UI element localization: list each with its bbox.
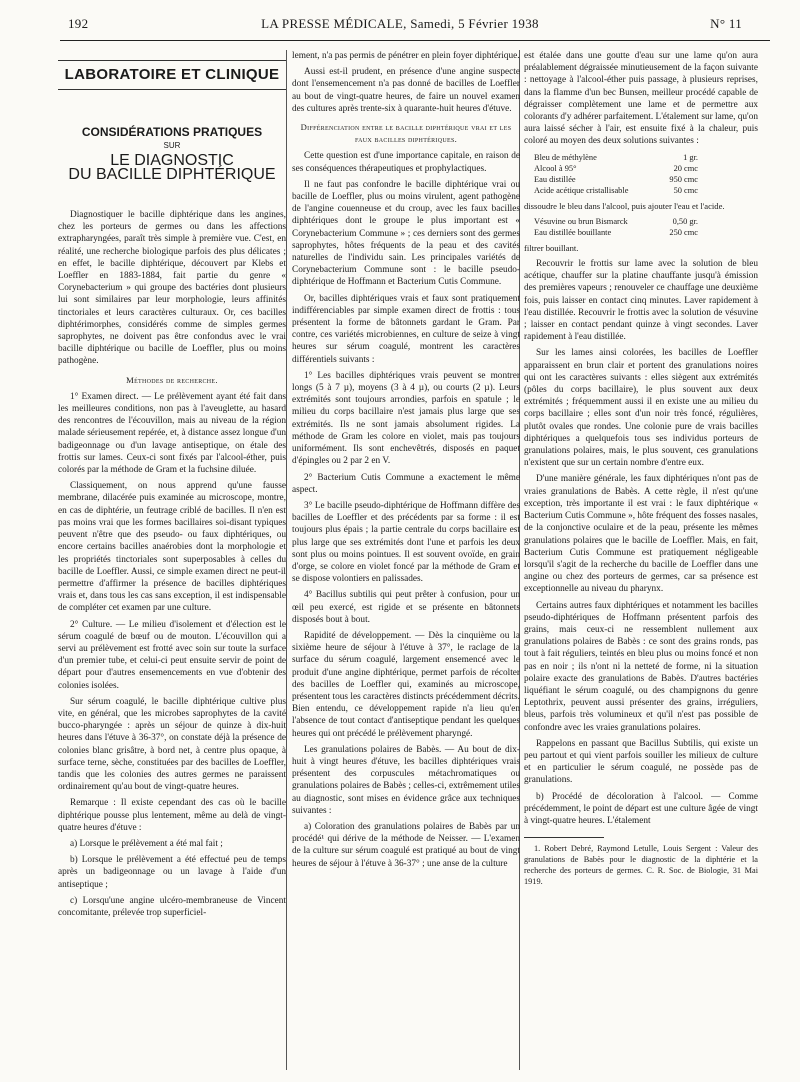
article-title-line2: LE DIAGNOSTIC (110, 151, 234, 169)
paragraph: b) Lorsque le prélèvement a été effectué peu de temps après un badigeonnage ou un lavage à l'aide d'un antiseptique ; (58, 855, 286, 890)
paragraph: Il ne faut pas confondre le bacille diphtérique vrai ou bacille de Loeffler, plus ou moins virulent, agent pathogène de l'angine couenneuse et du croup, avec les faux bacilles diphtériques dont le groupe le plus important est « Corynebacterium Commune » ; ces derniers sont des germes saprophytes, hôtes fréquents de la peau et des cavités naturelles de l'individu sain. Les principales variétés de Corynebacterium Commune sont : le bacille pseudo-diphtérique de Hoffmann et Bacterium Cutis Commune. (292, 179, 520, 288)
issue-date: Samedi, 5 Février 1938 (410, 16, 539, 31)
paragraph: 1° Examen direct. — Le prélèvement ayant été fait dans les meilleures conditions, non pas à l'aveuglette, au hasard des rencontres de l'écouvillon, mais au niveau de la région malade sérieusement repérée, et, à distance assez longue d'un badigeonnage ou d'un lavage antiseptique, on étale des frottis sur lames. Ceux-ci sont fixés par l'alcool-éther, puis colorés par la méthode de Gram et la fuchsine diluée. (58, 391, 286, 476)
column-3-bottom (524, 258, 758, 827)
section-rule (58, 60, 286, 61)
paragraph: Classiquement, on nous apprend qu'une fausse membrane, dilacérée puis examinée au microscope, montre, en cas de diphtérie, un feutrage criblé de bacilles. Il n'en est pas moins vrai que les formes bacillaires soi-disant typiques peuvent n'être que des pseudo- ou faux diphtériques, ou encore certains bacilles anaérobies dont la morphologie et les propriétés tinctoriales sont superposables à celles du bacille de Loeffler. Aussi, ce simple examen direct ne peut-il permettre d'affirmer la présence de bacilles diphtériques vrais et, dans tous les cas sans exception, il est indispensable de compléter cet examen par une culture. (58, 481, 286, 614)
article-title-sur: SUR (163, 141, 181, 151)
paragraph: Sur sérum coagulé, le bacille diphtérique cultive plus vite, en général, que les microbes saprophytes de la cavité bucco-pharyngée : après un séjour de quinze à dix-huit heures dans l'étuve à 36-37°, on constate déjà la présence de colonies blanc grisâtre, à bord net, à centre plus opaque, à surface terne, sèche, constituées par des bacilles de Loeffler, tandis que les colonies des autres germes ne paraissent ordinairement qu'au bout de vingt-quatre heures. (58, 696, 286, 793)
journal-name: LA PRESSE MÉDICALE, (261, 16, 407, 31)
paragraph: D'une manière générale, les faux diphtériques n'ont pas de vraies granulations de Babès. A cette règle, il n'est qu'une exception, très importante il est vrai : le faux diphtérique « Bacterium Cutis Commune », hôte fréquent des fosses nasales, de la conjonctive oculaire et de la peau, présente les mêmes granulations polaires que le bacille de Loeffler. Mais, en fait, Bacterium Cutis Commune est pratiquement négligeable lorsqu'il s'agit de la recherche du bacille de Loeffler dans une angine ou chez des porteurs de germes, car sa présence est exceptionnelle au niveau du pharynx. (524, 474, 758, 595)
paragraph: Or, bacilles diphtériques vrais et faux sont pratiquement indifférenciables par simple examen direct de frottis : tous présentent la forme de bâtonnets gardant le Gram. Par contre, ces variétés microbiennes, en culture de seize à vingt heures sur sérum coagulé, montrent les caractères différentiels suivants : (292, 293, 520, 365)
paragraph: 1° Les bacilles diphtériques vrais peuvent se montrer longs (5 à 7 µ), moyens (3 à 4 µ), ou courts (2 µ). Leurs extrémités sont toujours arrondies, parfois en spatule ; le milieu du corps bacillaire n'est jamais plus large que ses extrémités. Ils ne sont jamais absolument rigides. La méthode de Gram les colore en violet, mais pas toujours uniformément. Ils sont enchevêtrés, disposés en paquet d'épingles ou 2 par 2 en V. (292, 370, 520, 467)
formula-row (534, 216, 758, 227)
formula-quantity: 950 cmc (669, 174, 698, 184)
issue-number: N° 11 (710, 16, 742, 31)
paragraph: Rapidité de développement. — Dès la cinquième ou la sixième heure de séjour à l'étuve à 37°, le raclage de la surface du sérum coagulé, largement ensemencé avec le produit d'une angine diphtérique, permet parfois de récolter des bacilles de Loeffler qui, examinés au microscope, présentent tous les caractères distincts précédemment décrits. Bien entendu, ce développement rapide n'a lieu qu'en l'absence de tout contact d'antiseptique pendant les quelques heures qui ont précédé le prélèvement pharyngé. (292, 630, 520, 739)
formula-quantity: 0,50 gr. (672, 216, 698, 226)
subsection-heading: Différenciation entre le bacille diphtérique vrai et les faux bacilles diphtériques. (300, 122, 512, 145)
paragraph: Certains autres faux diphtériques et notamment les bacilles pseudo-diphtériques de Hoffmann présentent parfois des grains, mais ceux-ci ne ressemblent nullement aux granulations polaires de Babès : ce sont des grains ronds, pas tout à fait réguliers, teintés en bleu plus ou moins foncé et non pas en noir ; ils n'ont ni la netteté de forme, ni la situation polaire exacte des granulations de Babès. D'autres bactéries liquéfiant le sérum coagulé, ou des champignons du genre Leptothrix, peuvent aussi présenter des grains, irréguliers, bleus, parfois très volumineux et qu'il n'est pas possible de confondre avec les vraies granulations polaires. (524, 600, 758, 733)
column-1 (58, 50, 286, 923)
paragraph: Cette question est d'une importance capitale, en raison de ses conséquences thérapeutiques et prophylactiques. (292, 151, 520, 174)
section-rule (58, 89, 286, 90)
formula-quantity: 50 cmc (673, 185, 698, 195)
column-divider (286, 50, 287, 1070)
formula-ingredient: Eau distillée bouillante (534, 227, 612, 237)
paragraph: Les granulations polaires de Babès. — Au bout de dix-huit à vingt heures d'étuve, les bacilles diphtériques vrais présentent des corpuscules métachromatiques ou granulations polaires de Babès ; celles-ci, extrêmement utiles au diagnostic, sont mises en évidence grâce aux techniques suivantes : (292, 744, 520, 816)
paragraph: a) Coloration des granulations polaires de Babès par un procédé¹ qui dérive de la méthode de Neisser. — L'examen de la culture sur sérum coagulé est pratiqué au bout de vingt heures de séjour à l'étuve à 36-37° ; une anse de la culture (292, 821, 520, 869)
paragraph: lement, n'a pas permis de pénétrer en plein foyer diphtérique. (292, 51, 520, 61)
paragraph: Sur les lames ainsi colorées, les bacilles de Loeffler apparaissent en brun clair et portent des granulations noires qui ont les caractères suivants : elles siègent aux extrémités (pôles du corps bacillaire), le plus souvent aux deux extrémités ; fréquemment aussi il en existe une au milieu du corps bacillaire ; elles sont d'un noir très foncé, régulières, plutôt ovales que rondes. Une colonie pure de vrais bacilles diphtériques a quelquefois tous ses individus porteurs de granulations polaires, mais, le plus souvent, ces granulations n'existent que sur un certain nombre d'entre eux. (524, 348, 758, 469)
column-3-top (524, 50, 758, 148)
header-rule (60, 40, 770, 41)
page-header (30, 16, 770, 36)
staining-formula-2 (534, 216, 758, 238)
footnote: 1. Robert Debré, Raymond Letulle, Louis Sergent : Valeur des granulations de Babès pour le diagnostic de la diphtérie et la recherche des porteurs de germes. C. R. Soc. de Biologie, 31 Mai 1919. (524, 844, 758, 887)
formula-note: dissoudre le bleu dans l'alcool, puis ajouter l'eau et l'acide. (524, 200, 725, 211)
column-2-body (292, 50, 520, 870)
paragraph: 4° Bacillus subtilis qui peut prêter à confusion, pour un œil peu exercé, est rigide et se présente en bâtonnets disposés bout à bout. (292, 590, 520, 625)
paragraph: c) Lorsqu'une angine ulcéro-membraneuse de Vincent concomitante, prélevée trop superficiel- (58, 895, 286, 918)
subsection-heading: Méthodes de recherche. (126, 374, 218, 385)
page-number: 192 (68, 16, 89, 31)
formula-quantity: 1 gr. (683, 152, 698, 162)
formula-row (534, 227, 758, 238)
formula-ingredient: Bleu de méthylène (534, 152, 597, 162)
paragraph: b) Procédé de décoloration à l'alcool. — Comme précédemment, le point de départ est une culture âgée de vingt à vingt-quatre heures. L'étalement (524, 791, 758, 826)
paragraph: Remarque : Il existe cependant des cas où le bacille diphtérique pousse plus lentement, même au delà de vingt-quatre heures d'étuve : (58, 798, 286, 833)
article-title-line1: CONSIDÉRATIONS PRATIQUES (81, 125, 263, 140)
formula-ingredient: Eau distillée (534, 174, 576, 184)
paragraph: Diagnostiquer le bacille diphtérique dans les angines, chez les porteurs de germes ou dans les affections extrapharyngées, paraît très simple à première vue. C'est, en réalité, une recherche biologique parfois des plus délicates ; en effet, le bacille diphtérique, découvert par Klebs et Loeffler en 1883-1884, fait partie du genre « Corynebacterium » qui groupe des bactéries dont plusieurs lui sont similaires par leur morphologie, leurs affinités tinctoriales et leurs caractères culturaux. Or, ces bacilles diphtérimorphes, considérés comme de simples germes saprophytes, ne doivent pas être confondus avec le vrai bacille diphtérique ou bacille de Loeffler, plus ou moins pathogène. (58, 210, 286, 367)
formula-row (534, 163, 758, 174)
paragraph: a) Lorsque le prélèvement a été mal fait ; (70, 838, 223, 849)
formula-quantity: 20 cmc (673, 163, 698, 173)
paragraph: Aussi est-il prudent, en présence d'une angine suspecte dont l'ensemencement n'a pas donné de bacilles de Loeffler au bout de vingt-quatre heures, de faire un nouvel examen des cultures après trente-six à quarante-huit heures d'étuve. (292, 67, 520, 114)
formula-row (534, 185, 758, 196)
formula-note-2: filtrer bouillant. (524, 242, 579, 253)
staining-formula-1 (534, 152, 758, 196)
formula-row (534, 152, 758, 163)
paragraph: 2° Bacterium Cutis Commune a exactement le même aspect. (292, 472, 520, 495)
formula-row (534, 174, 758, 185)
article-title-line3: DU BACILLE DIPHTÉRIQUE (68, 165, 276, 183)
section-title: LABORATOIRE ET CLINIQUE (64, 66, 280, 83)
section-header (58, 60, 286, 181)
formula-ingredient: Alcool à 95° (534, 163, 577, 173)
column-1-body (58, 209, 286, 919)
paragraph: 2° Culture. — Le milieu d'isolement et d'élection est le sérum coagulé de bœuf ou de mouton. L'écouvillon qui a servi au prélèvement est frotté avec soin sur toute la surface d'un premier tube, et celui-ci peut ensuite servir de point de départ pour d'autres ensemencements en vue d'obtenir des colonies isolées. (58, 619, 286, 691)
footnote-rule (524, 837, 604, 838)
formula-ingredient: Acide acétique cristallisable (534, 185, 629, 195)
paragraph: Rappelons en passant que Bacillus Subtilis, qui existe un peu partout et qui vient parfois souiller les milieux de culture et en particulier le sérum coagulé, ne possède pas de granulations. (524, 738, 758, 786)
paragraph: est étalée dans une goutte d'eau sur une lame qu'on aura préalablement dégraissée minutieusement de la façon suivante : nettoyage à l'alcool-éther puis passage, à plusieurs reprises, dans la flamme d'un bec Bunsen, meilleur procédé capable de dégraisser complètement une lame et de permettre aux colorants d'y adhérer parfaitement. L'étalement sur lame, qu'on aura laissé sécher à l'air, est ensuite fixé à la chaleur, puis coloré au moyen des deux solutions suivantes : (524, 51, 758, 147)
paragraph: Recouvrir le frottis sur lame avec la solution de bleu acétique, chauffer sur la platine chauffante jusqu'à émission des premières vapeurs ; renouveler ce chauffage une deuxième fois, puis laisser en contact cinq minutes. Laver rapidement à l'eau distillée. Recouvrir le frottis avec la solution de vésuvine ; laisser en contact pendant quinze à vingt secondes. Laver rapidement à l'eau distillée. (524, 259, 758, 343)
formula-quantity: 250 cmc (669, 227, 698, 237)
column-2 (292, 50, 520, 874)
column-3 (524, 50, 758, 887)
formula-ingredient: Vésuvine ou brun Bismarck (534, 216, 628, 226)
running-head (30, 16, 770, 32)
paragraph: 3° Le bacille pseudo-diphtérique de Hoffmann diffère des bacilles de Loeffler et des précédents par sa forme : il est toujours plus épais ; la partie centrale du corps bacillaire est plus large que ses extrémités dont l'une et parfois les deux sont plus ou moins pointues. Il est souvent ovoïde, en grain d'orge, se colore en violet foncé par la méthode de Gram et se dispose volontiers en palissades. (292, 500, 520, 585)
